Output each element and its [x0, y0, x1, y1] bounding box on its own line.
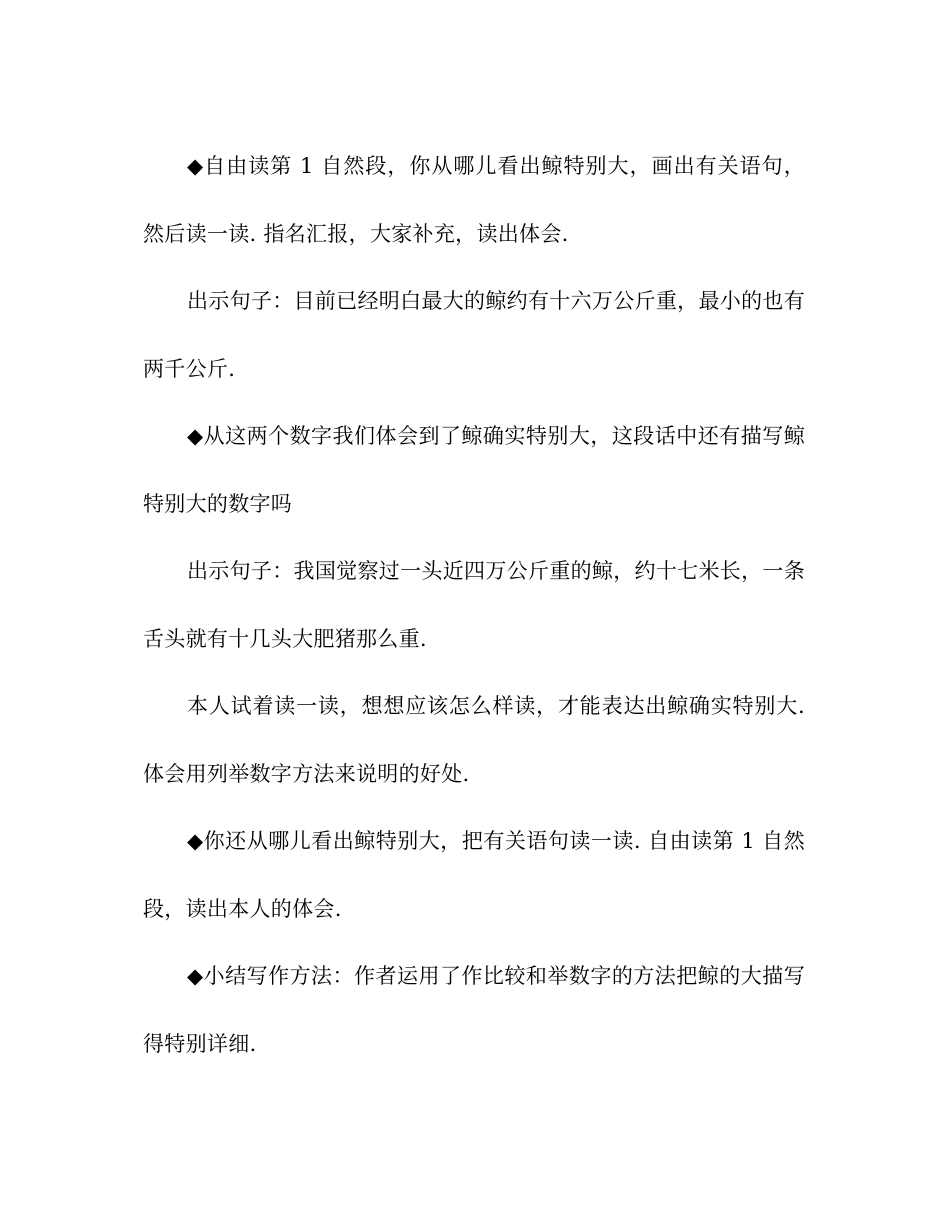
document-body	[143, 133, 805, 1078]
paragraph-read-aloud: 本人试着读一读，想想应该怎么样读，才能表达出鲸确实特别大. 体会用列举数字方法来说明的好处.	[143, 694, 805, 786]
paragraph-numbers-question: ◆从这两个数字我们体会到了鲸确实特别大，这段话中还有描写鲸特别大的数字吗	[143, 424, 805, 516]
paragraph-find-more: ◆你还从哪儿看出鲸特别大，把有关语句读一读. 自由读第 1 自然段，读出本人的体会.	[143, 829, 805, 921]
paragraph-sentence-weight: 出示句子：目前已经明白最大的鲸约有十六万公斤重，最小的也有两千公斤.	[143, 289, 805, 381]
paragraph-summary: ◆小结写作方法：作者运用了作比较和举数字的方法把鲸的大描写得特别详细.	[143, 964, 805, 1056]
paragraph-sentence-length: 出示句子：我国觉察过一头近四万公斤重的鲸，约十七米长，一条舌头就有十几头大肥猪那么重.	[143, 559, 805, 651]
paragraph-read-section-one: ◆自由读第 1 自然段，你从哪儿看出鲸特别大，画出有关语句，然后读一读. 指名汇报，大家补充，读出体会.	[143, 154, 805, 246]
